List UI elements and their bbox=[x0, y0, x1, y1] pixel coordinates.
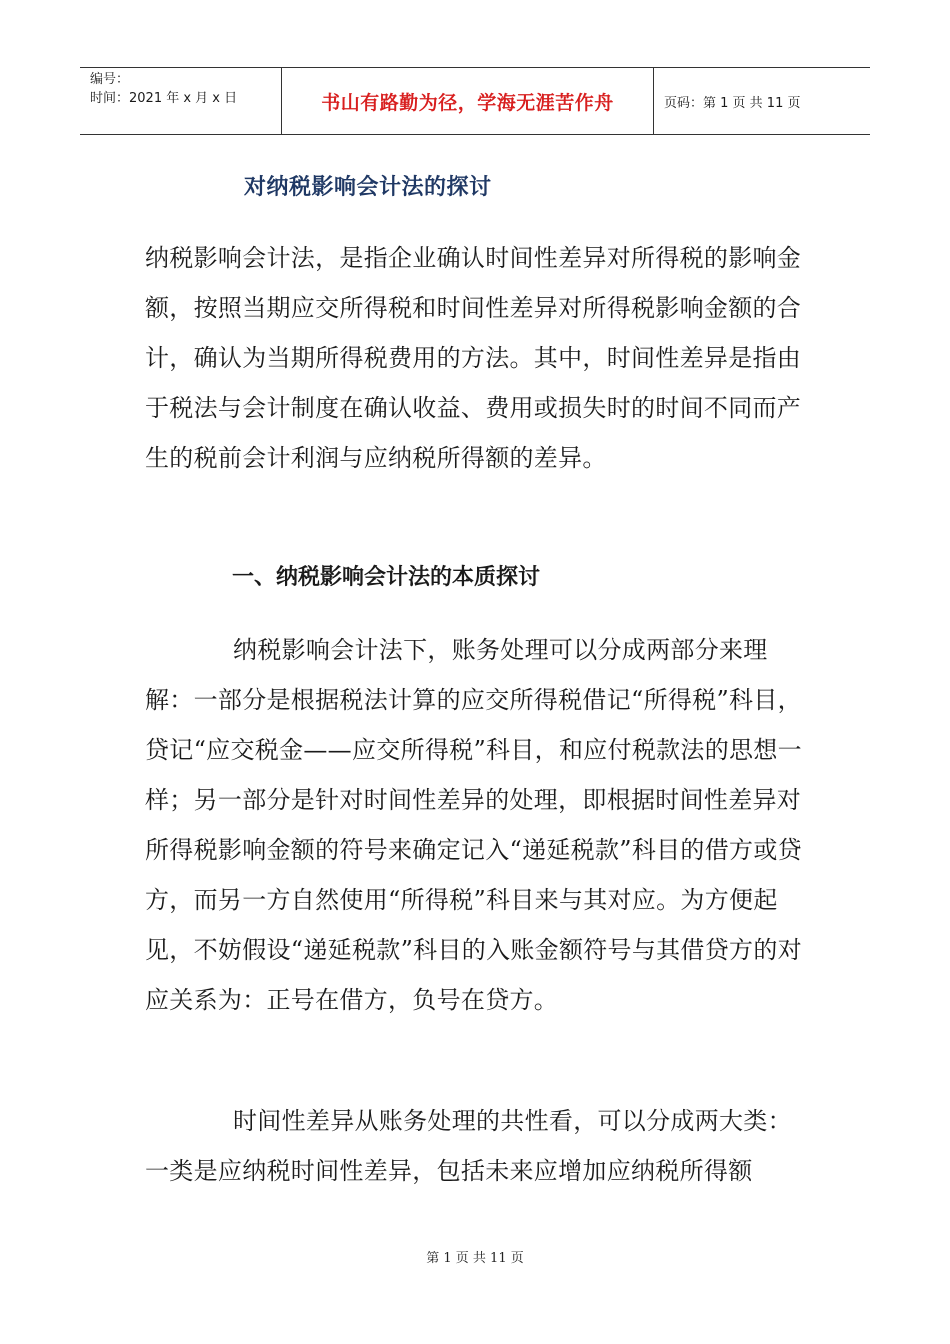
time-label: 时间：2021 年 x 月 x 日 bbox=[90, 91, 238, 106]
section-paragraph-1: 纳税影响会计法下，账务处理可以分成两部分来理解：一部分是根据税法计算的应交所得税借记“所得税”科目，贷记“应交税金——应交所得税”科目，和应付税款法的思想一样；另一部分是针对时间性差异的处理，即根据时间性差异对所得税影响金额的符号来确定记入“递延税款”科目的借方或贷方，而另一方自然使用“所得税”科目来与其对应。为方便起见，不妨假设“递延税款”科目的入账金额符号与其借贷方的对应关系为：正号在借方，负号在贷方。 bbox=[145, 636, 802, 1014]
motto-text: 书山有路勤为径，学海无涯苦作舟 bbox=[321, 91, 614, 114]
header-motto-cell bbox=[282, 68, 654, 134]
document-title: 对纳税影响会计法的探讨 bbox=[244, 174, 492, 200]
header-page-cell bbox=[654, 68, 870, 134]
page-footer: 第 1 页 共 11 页 bbox=[426, 1251, 524, 1266]
header-table bbox=[80, 67, 870, 135]
intro-paragraph: 纳税影响会计法，是指企业确认时间性差异对所得税的影响金额，按照当期应交所得税和时间性差异对所得税影响金额的合计，确认为当期所得税费用的方法。其中，时间性差异是指由于税法与会计制度在确认收益、费用或损失时的时间不同而产生的税前会计利润与应纳税所得额的差异。 bbox=[145, 244, 802, 472]
page-label: 页码：第 1 页 共 11 页 bbox=[664, 95, 801, 111]
section-paragraph-2: 时间性差异从账务处理的共性看，可以分成两大类：一类是应纳税时间性差异，包括未来应增加应纳税所得额 bbox=[145, 1107, 792, 1185]
number-label: 编号： bbox=[90, 72, 130, 87]
section-heading: 一、纳税影响会计法的本质探讨 bbox=[232, 565, 541, 590]
header-meta-cell bbox=[80, 68, 282, 134]
